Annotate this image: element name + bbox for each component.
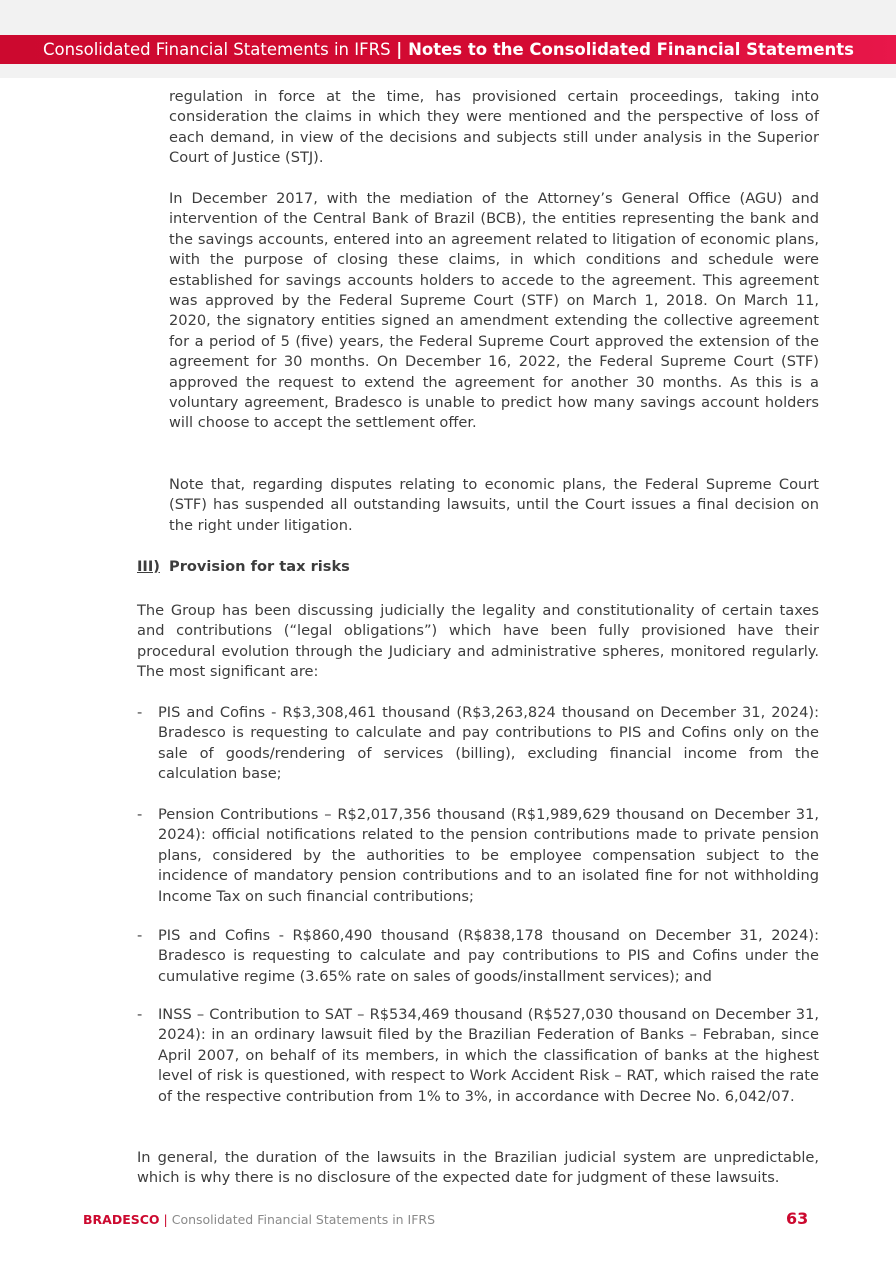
bullet-marker: -: [137, 806, 143, 823]
footer: [83, 1211, 435, 1229]
header-title-regular: Consolidated Financial Statements in IFRS: [42, 40, 391, 59]
bullet-inss-sat: INSS – Contribution to SAT – R$534,469 thousand (R$527,030 thousand on December 31, 2024): in an ordinary lawsuit filed by the Brazilian Federation of Banks – Febraban, since April 2007, on behalf of its members, in which the classification of banks at the highest level of risk is questioned, with respect to Work Accident Risk – RAT, which raised the rate of the respective contribution from 1% to 3%, in accordance with Decree No. 6,042/07.: [158, 1006, 819, 1105]
header-underband: [0, 64, 896, 78]
page-header: [0, 35, 896, 64]
header-title: [43, 35, 854, 64]
footer-subtitle: Consolidated Financial Statements in IFRS: [171, 1212, 436, 1227]
paragraph-provisioned-proceedings: regulation in force at the time, has provisioned certain proceedings, taking into consideration the claims in which they were mentioned and the perspective of loss of each demand, in view of the decisions and subjects still under analysis in the Superior Court of Justice (STJ).: [169, 88, 819, 167]
section-intro: The Group has been discussing judicially the legality and constitutionality of certain taxes and contributions (“legal obligations”) which have been fully provisioned have their procedural evolution through the Judiciary and administrative spheres, monitored regularly. The most significant are:: [137, 602, 819, 681]
page-number: 63: [786, 1209, 809, 1228]
bullet-marker: -: [137, 704, 143, 721]
bullet-pension-contributions: Pension Contributions – R$2,017,356 thousand (R$1,989,629 thousand on December 31, 2024): official notifications related to the pension contributions made to private pension plans, considered by the authorities to be employee compensation subject to the incidence of mandatory pension contributions and to an isolated fine for not withholding Income Tax on such financial contributions;: [158, 806, 819, 905]
section-title: Provision for tax risks: [169, 558, 350, 575]
bullet-marker: -: [137, 1006, 143, 1023]
section-number: III): [137, 558, 160, 575]
footer-separator: |: [159, 1212, 172, 1227]
top-margin-band: [0, 0, 896, 35]
header-title-bold: Notes to the Consolidated Financial Statements: [408, 40, 854, 59]
paragraph-stf-suspension: Note that, regarding disputes relating to economic plans, the Federal Supreme Court (STF) has suspended all outstanding lawsuits, until the Court issues a final decision on the right under litigation.: [169, 476, 819, 534]
bullet-pis-cofins-billing: PIS and Cofins - R$3,308,461 thousand (R$3,263,824 thousand on December 31, 2024): Bradesco is requesting to calculate and pay contributions to PIS and Cofins only on the sale of goods/rendering of services (billing), excluding financial income from the calculation base;: [158, 704, 819, 783]
closing-paragraph: In general, the duration of the lawsuits in the Brazilian judicial system are unpredictable, which is why there is no disclosure of the expected date for judgment of these lawsuits.: [137, 1149, 819, 1187]
paragraph-agreement-economic-plans: In December 2017, with the mediation of the Attorney’s General Office (AGU) and intervention of the Central Bank of Brazil (BCB), the entities representing the bank and the savings accounts, entered into an agreement related to litigation of economic plans, with the purpose of closing these claims, in which conditions and schedule were established for savings accounts holders to accede to the agreement. This agreement was approved by the Federal Supreme Court (STF) on March 1, 2018. On March 11, 2020, the signatory entities signed an amendment extending the collective agreement for a period of 5 (five) years, the Federal Supreme Court approved the extension of the agreement for 30 months. On December 16, 2022, the Federal Supreme Court (STF) approved the request to extend the agreement for another 30 months. As this is a voluntary agreement, Bradesco is unable to predict how many savings account holders will choose to accept the settlement offer.: [169, 190, 819, 432]
footer-brand: BRADESCO: [83, 1212, 160, 1227]
header-separator: |: [390, 40, 409, 59]
bullet-marker: -: [137, 927, 143, 944]
bullet-pis-cofins-cumulative: PIS and Cofins - R$860,490 thousand (R$838,178 thousand on December 31, 2024): Bradesco is requesting to calculate and pay contributions to PIS and Cofins under the cumulative regime (3.65% rate on sales of goods/installment services); and: [158, 927, 819, 985]
